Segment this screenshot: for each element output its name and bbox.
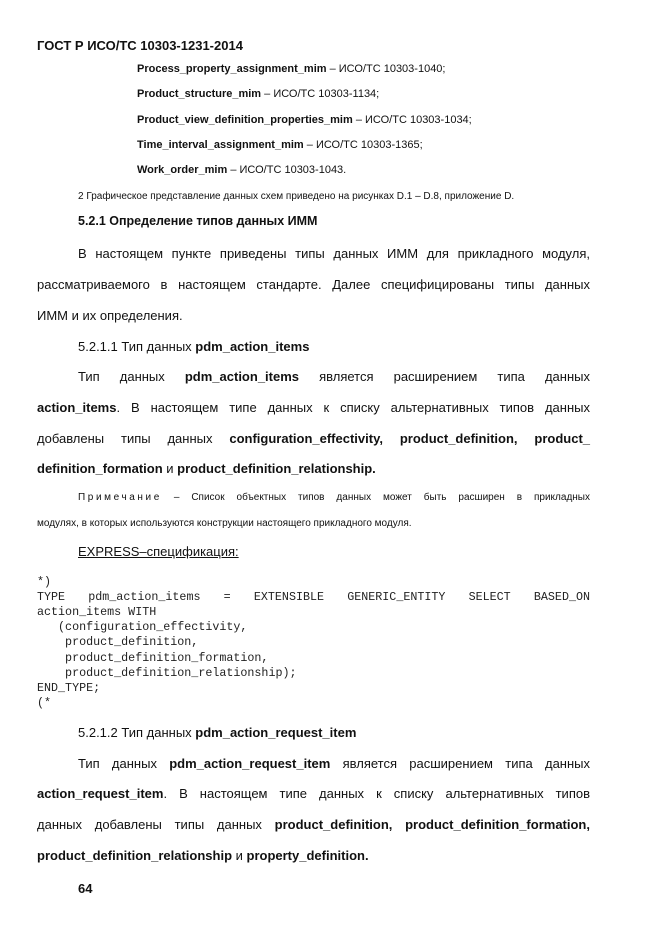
paragraph-line: добавлены типы данных configuration_effectivity, product_definition, product_ [37, 431, 590, 446]
page-number: 64 [78, 881, 93, 896]
paragraph-line: В настоящем пункте приведены типы данных ИММ для прикладного модуля, [78, 246, 590, 261]
code-line: *) [37, 575, 52, 589]
section-heading-5-2-1-1: 5.2.1.1 Тип данных pdm_action_items [78, 339, 310, 354]
mim-reference: Product_structure_mim – ИСО/ТС 10303-1134; [137, 88, 380, 100]
mim-reference: Time_interval_assignment_mim – ИСО/ТС 10303-1365; [137, 139, 423, 151]
paragraph-line: ИММ и их определения. [37, 308, 183, 323]
note-2: 2 Графическое представление данных схем приведено на рисунках D.1 – D.8, приложение D. [78, 191, 515, 202]
mim-reference: Work_order_mim – ИСО/ТС 10303-1043. [137, 164, 347, 176]
code-line: (configuration_effectivity, [37, 620, 248, 634]
code-line: product_definition_formation, [37, 651, 269, 665]
section-heading-5-2-1: 5.2.1 Определение типов данных ИММ [78, 214, 318, 228]
code-line: action_items WITH [37, 605, 157, 619]
code-line: TYPE pdm_action_items = EXTENSIBLE GENERIC_ENTITY SELECT BASED_ON [37, 590, 590, 604]
paragraph-line: Тип данных pdm_action_request_item является расширением типа данных [78, 756, 590, 771]
express-spec-label: EXPRESS–спецификация: [78, 544, 239, 559]
note-line: модулях, в которых используются конструкции настоящего прикладного модуля. [37, 518, 412, 529]
paragraph-line: Тип данных pdm_action_items является расширением типа данных [78, 369, 590, 384]
paragraph-line: definition_formation и product_definition_relationship. [37, 461, 376, 476]
mim-reference: Product_view_definition_properties_mim – ИСО/ТС 10303-1034; [137, 114, 472, 126]
paragraph-line: product_definition_relationship и property_definition. [37, 848, 369, 863]
paragraph-line: рассматриваемого в настоящем стандарте. Далее специфицированы типы данных [37, 277, 590, 292]
note-line: Примечание – Список объектных типов данных может быть расширен в прикладных [78, 492, 590, 503]
paragraph-line: данных добавлены типы данных product_definition, product_definition_formation, [37, 817, 590, 832]
code-line: (* [37, 696, 52, 710]
paragraph-line: action_items. В настоящем типе данных к списку альтернативных типов данных [37, 400, 590, 415]
standard-header: ГОСТ Р ИСО/ТС 10303-1231-2014 [37, 38, 243, 53]
code-line: product_definition, [37, 635, 199, 649]
code-line: END_TYPE; [37, 681, 101, 695]
code-line: product_definition_relationship); [37, 666, 297, 680]
mim-reference: Process_property_assignment_mim – ИСО/ТС 10303-1040; [137, 63, 446, 75]
section-heading-5-2-1-2: 5.2.1.2 Тип данных pdm_action_request_item [78, 725, 357, 740]
paragraph-line: action_request_item. В настоящем типе данных к списку альтернативных типов [37, 786, 590, 801]
